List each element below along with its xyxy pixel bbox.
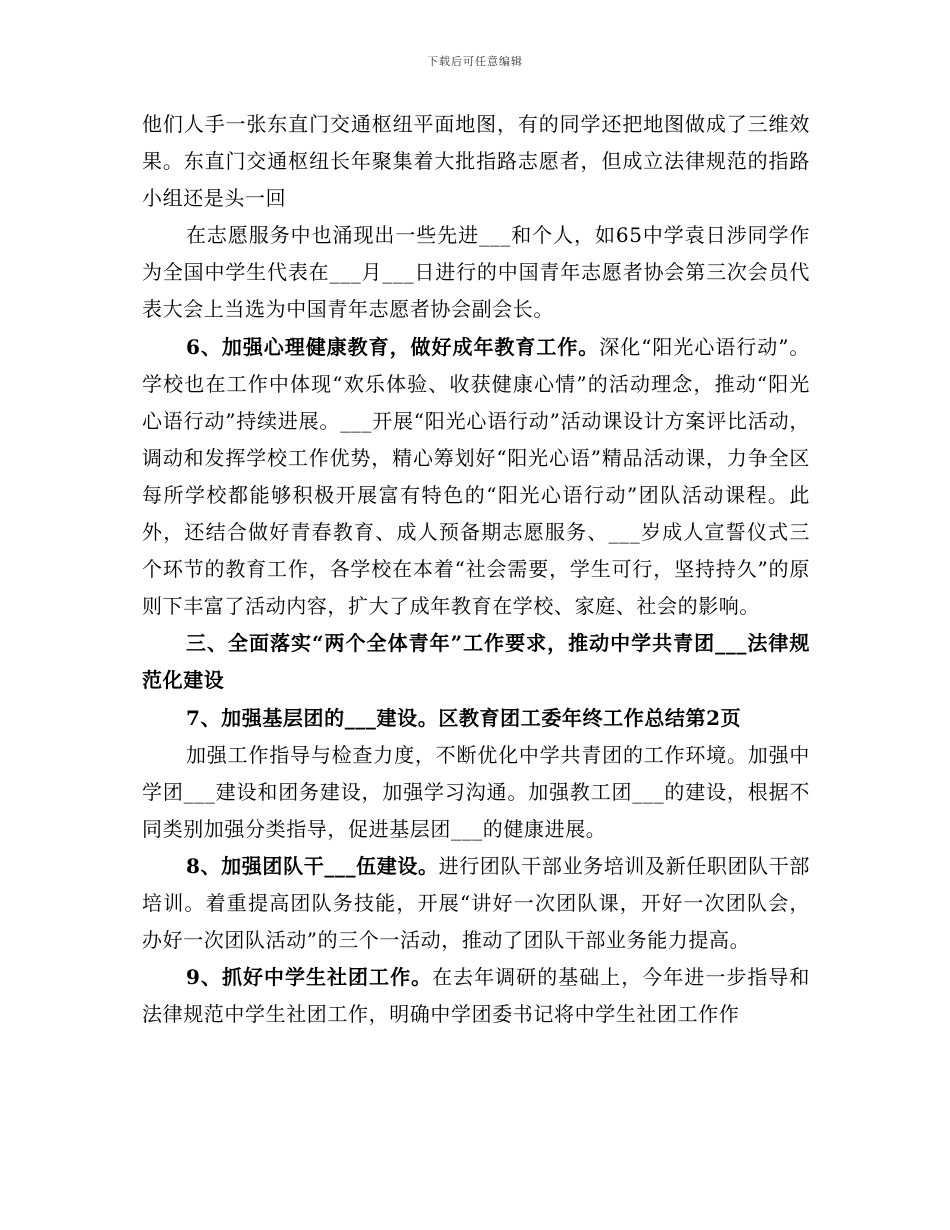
paragraph-3-text: 深化“阳光心语行动”。学校也在工作中体现“欢乐体验、收获健康心情”的活动理念，推动“阳光心语行动”持续进展。___开展“阳光心语行动”活动课设计方案评比活动，调动和发挥学校工作优势，精心筹划好“阳光心语”精品活动课，力争全区每所学校都能够积极开展富有特色的“阳光心语行动”团队活动课程。此外，还结合做好青春教育、成人预备期志愿服务、___岁成人宣誓仪式三个环节的教育工作，各学校在本着“社会需要，学生可行，坚持持久”的原则下丰富了活动内容，扩大了成年教育在学校、家庭、社会的影响。 <box>142 334 810 619</box>
section-three-heading-text: 三、全面落实“两个全体青年”工作要求，推动中学共青团___法律规范化建设 <box>142 631 810 693</box>
paragraph-1 <box>142 106 810 217</box>
paragraph-2 <box>142 217 810 328</box>
item-seven-heading-text: 7、加强基层团的___建设。区教育团工委年终工作总结第2页 <box>186 705 742 730</box>
paragraph-3-heading: 6、加强心理健康教育，做好成年教育工作。 <box>186 334 600 359</box>
paragraph-7-heading: 8、加强团队干___伍建设。 <box>186 853 439 878</box>
paragraph-7-text: 进行团队干部业务培训及新任职团队干部培训。着重提高团队务技能，开展“讲好一次团队课，开好一次团队会，办好一次团队活动”的三个一活动，推动了团队干部业务能力提高。 <box>142 853 810 953</box>
paragraph-3 <box>142 329 810 626</box>
section-three-heading <box>142 625 810 699</box>
paragraph-1-text: 他们人手一张东直门交通枢纽平面地图，有的同学还把地图做成了三维效果。东直门交通枢纽长年聚集着大批指路志愿者，但成立法律规范的指路小组还是头一回 <box>142 112 810 211</box>
document-body <box>142 106 810 1033</box>
paragraph-7 <box>142 848 810 959</box>
paragraph-8-text: 在去年调研的基础上，今年进一步指导和法律规范中学生社团工作，明确中学团委书记将中学生社团工作作 <box>142 965 810 1027</box>
paragraph-6 <box>142 737 810 848</box>
paragraph-8-heading: 9、抓好中学生社团工作。 <box>186 965 433 990</box>
page-header-note: 下载后可任意编辑 <box>427 55 523 68</box>
paragraph-6-text: 加强工作指导与检查力度，不断优化中学共青团的工作环境。加强中学团___建设和团务建设，加强学习沟通。加强教工团___的建设，根据不同类别加强分类指导，促进基层团___的健康进展。 <box>142 742 810 841</box>
paragraph-8 <box>142 959 810 1033</box>
paragraph-2-text: 在志愿服务中也涌现出一些先进___和个人，如65中学袁日涉同学作为全国中学生代表在___月___日进行的中国青年志愿者协会第三次会员代表大会上当选为中国青年志愿者协会副会长。 <box>142 223 810 322</box>
item-seven-heading <box>142 700 810 737</box>
